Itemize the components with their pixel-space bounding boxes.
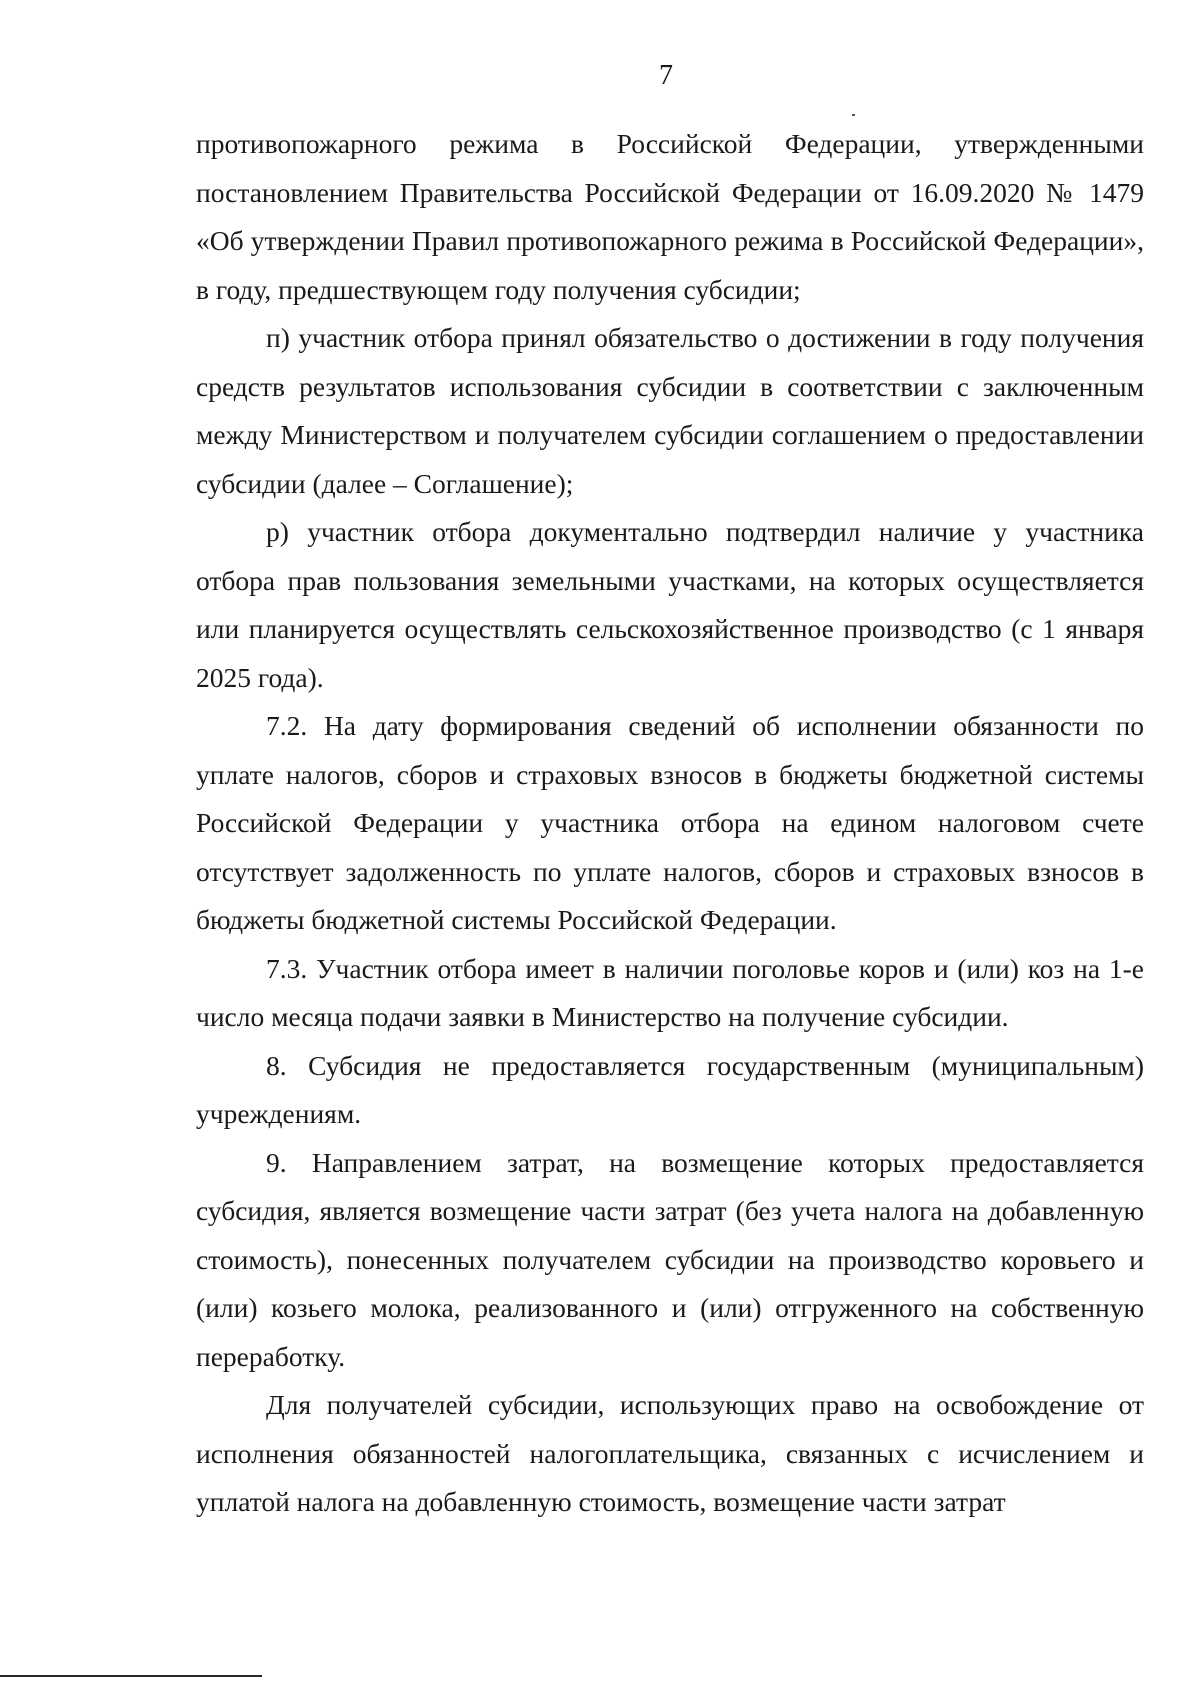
paragraph-9: 9. Направлением затрат, на возмещение которых предоставляется субсидия, является возмещение части затрат (без учета налога на добавленную стоимость), понесенных получателем субсидии на производство коровьего и (или) козьего молока, реализованного и (или) отгруженного на собственную переработку. bbox=[196, 1146, 1144, 1372]
footer-rule bbox=[0, 1675, 262, 1677]
paragraph-7-3: 7.3. Участник отбора имеет в наличии поголовье коров и (или) коз на 1-е число месяца подачи заявки в Министерство на получение субсидии. bbox=[196, 952, 1144, 1032]
paragraph-continuation: противопожарного режима в Российской Федерации, утвержденными постановлением Правительства Российской Федерации от 16.09.2020 № 1479 «Об утверждении Правил противопожарного режима в Российской Федерации», в году, предшествующем году получения субсидии; bbox=[196, 128, 1144, 305]
page-number: 7 bbox=[659, 60, 673, 91]
paragraph-7-2: 7.2. На дату формирования сведений об исполнении обязанности по уплате налогов, сборов и страховых взносов в бюджеты бюджетной системы Российской Федерации у участника отбора на едином налоговом счете отсутствует задолженность по уплате налогов, сборов и страховых взносов в бюджеты бюджетной системы Российской Федерации. bbox=[196, 710, 1144, 935]
document-body bbox=[196, 120, 1144, 1527]
scan-artifact bbox=[852, 114, 855, 116]
paragraph-item-r: р) участник отбора документально подтвердил наличие у участника отбора прав пользования земельными участками, на которых осуществляется или планируется осуществлять сельскохозяйственное производство (с 1 января 2025 года). bbox=[196, 516, 1144, 693]
paragraph-item-p: п) участник отбора принял обязательство о достижении в году получения средств результатов использования субсидии в соответствии с заключенным между Министерством и получателем субсидии соглашением о предоставлении субсидии (далее – Соглашение); bbox=[196, 322, 1144, 499]
paragraph-8: 8. Субсидия не предоставляется государственным (муниципальным) учреждениям. bbox=[196, 1049, 1144, 1129]
paragraph-vat-exemption: Для получателей субсидии, использующих право на освобождение от исполнения обязанностей налогоплательщика, связанных с исчислением и уплатой налога на добавленную стоимость, возмещение части затрат bbox=[196, 1389, 1144, 1517]
